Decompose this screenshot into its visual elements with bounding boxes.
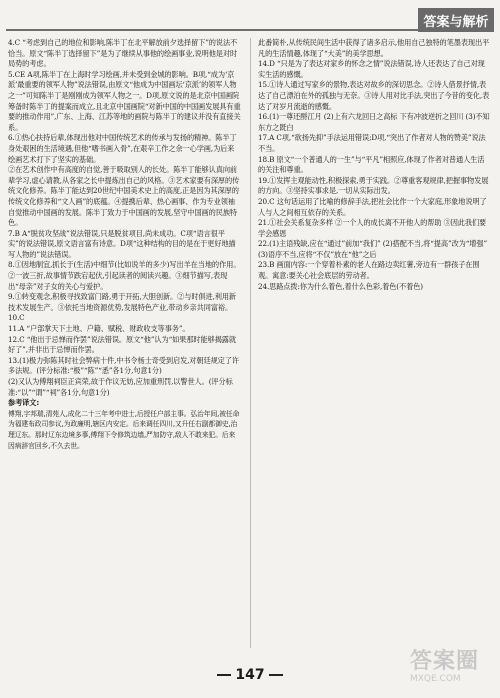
answer-item: ②在艺术创作中有高度的自觉,善于吸取别人的长处。陈半丁能够认真向前辈学习,虚心请教,从各家之长中提炼出自己的风格。③艺术家要有深厚的传统文化修养。陈半丁能达到20世纪中国美术史上的高度,正是因为其深厚的传统文化修养和“文人画”的底蕴。④提携后辈、热心画事、作为专业领袖自觉推动中国画的发展。陈半丁致力于中国画的发展,坚守中国画的民族特色。 [8, 165, 240, 228]
watermark-logo [410, 650, 490, 690]
answer-item: 14.D “只是为了表达对家乡的怀念之情”说法错误,诗人还表达了自己对现实生活的感慨。 [258, 59, 485, 79]
header-tab: 答案与解析 [418, 8, 494, 32]
answer-item: 10.C [8, 313, 25, 323]
answer-item: (2)又认为傅翔祠臣正宾荣,故于作议无妨,应加重刑罚,以警世人。(评分标准:“以”“谓”“祠”各1分,句意1分) [8, 377, 233, 397]
page-header [0, 0, 500, 40]
answer-item: 12.C “他出于忌惮而作罢”说法错误。原文“他”认为“如果那时能够揭露就好了”,并非出于忌惮而作罢。 [8, 334, 236, 355]
page-number-dash-right [269, 674, 283, 676]
answer-item: 11.A “户部掌天下土地、户籍、赋税、财政收支等事务”。 [8, 324, 190, 334]
answer-item: 24.思路点拨:你为什么着色,着什么色彩,着色(不着色) [258, 281, 423, 291]
answer-item: 此番简朴,从传统民间生活中获得了诸多启示,他用自己独特的笔墨表现出平凡的生活情趣,体现了“大美”的美学思想。 [258, 38, 490, 58]
right-column [258, 38, 491, 292]
answer-item: 18.B 原文“一个普通人的一生”与“平凡”相照应,体现了作者对普通人生活的关注和尊重。 [258, 154, 485, 175]
answer-item: 15.①诗人通过写家乡的景物,表达对故乡的深切思念。②诗人借景抒情,表达了自己漂泊在外的孤独与无奈。③诗人用对比手法,突出了今昔的变化,表达了对岁月流逝的感慨。 [258, 80, 490, 111]
reference-translation-text: 傅翔,字邦瑞,清苑人,成化二十三年考中进士,后授任户部主事。弘治年间,被任命为福建布政司参议,为政廉明,辖区内安定。后来调任四川,又升任右副都御史,治理辽东。那时辽东边境多事,傅翔下令修筑边墙,严加防守,敌人不敢来犯。后来因病辞官回乡,不久去世。 [8, 409, 240, 450]
answer-item: 5.CE A项,陈半丁在上海时学习绘画,并未受到金城的影响。B项,“成为‘京派’最重要的领军人物”说法错误,由原文“他成为中国画坛‘京派’的领军人物之一”可知陈半丁是刚刚成为领军人物之一。D项,原文说的是北京中国画院筹备时陈半丁的提案而成立,且北京中国画院“对新中国的中国画发展具有重要的推动作用”,广东、上海、江苏等地的画院与陈半丁的建议并没有直接关系。 [8, 69, 241, 132]
reference-translation-title: 参考译文: [8, 398, 40, 408]
answer-item: 20.C 这句话运用了比喻的修辞手法,把社会比作一个大家庭,形象地说明了人与人之间相互依存的关系。 [258, 196, 487, 217]
answer-item: 19.①发挥主观能动性,积极探索,勇于实践。②尊重客观规律,把握事物发展的方向。③坚持实事求是,一切从实际出发。 [258, 175, 489, 196]
answer-item: 8.①因地制宜,抓长于(生活)中细节(比如说羊的多少)写出羊在当地的作用。②一波三折,故事情节跌宕起伏,引起读者的阅读兴趣。③细节描写,表现出“母亲”对子女的关心与爱护。 [8, 260, 241, 291]
page-number-text: 147 [235, 667, 265, 683]
answer-item: 17.A C项,“欲扬先抑”手法运用错误;D项,“突出了作者对人物的赞美”说法不当。 [258, 133, 486, 153]
answer-item: 22.(1)主语残缺,应在“通过”前加“我们” (2)搭配不当,将“提高”改为“增强” (3)语序不当,应将“不仅”放在“他”之后 [258, 239, 488, 259]
left-column [8, 38, 241, 451]
answer-item: 13.(1)极力弥陈其时社会弊病十件,中书令杨士奇受到启发,对朝廷规定了许多法规。(评分标准:“极”“陈”“悉”各1分,句意1分) [8, 355, 239, 376]
answer-item: 21.①社会关系复杂多样 ②一个人的成长离不开他人的帮助 ③因此我们要学会感恩 [258, 218, 487, 238]
answer-item: 4.C “考虑到自己的地位和影响,陈半丁在北平解放前夕选择留下”的说法不恰当。原文“陈半丁选择留下”是为了继续从事他的绘画事业,说明他是对时局势的考虑。 [8, 38, 238, 69]
column-divider [250, 38, 251, 648]
answer-item: 9.①转变观念,积极寻找致富门路,勇于开拓,大胆创新。②与时俱进,利用新技术发展生产。③依托当地资源优势,发展特色产业,带动乡亲共同富裕。 [8, 292, 237, 312]
page-number-dash-left [217, 674, 231, 676]
watermark-big: 答案圈 [410, 649, 480, 674]
watermark-small: MXQE.COM [410, 674, 461, 684]
answer-item: 6.①热心扶持后辈,体现出他对中国传统艺术的传承与发扬的精神。陈半丁身处艰困的生活境遇,但他“嗜书画入骨”,在艰辛工作之余一心学画,为后来绘画艺术打下了坚实的基础。 [8, 133, 237, 164]
answer-item: 23.B 画面内容:一个穿着朴素的老人在路边卖红薯,旁边有一群孩子在围观。寓意:要关心社会底层的劳动者。 [258, 260, 480, 281]
answer-item: 16.(1)一尊还酹江月 (2)上有六龙回日之高标 下有冲波逆折之回川 (3)不知东方之既白 [258, 112, 490, 132]
answer-item: 7.B A“脱贫攻坚战”说法错误,只是脱贫项目,尚未成功。C项“语言很平实”的说法错误,原文语言富有诗意。D项“这种结构的目的是在于更好地描写人物的”说法错误。 [8, 228, 236, 259]
